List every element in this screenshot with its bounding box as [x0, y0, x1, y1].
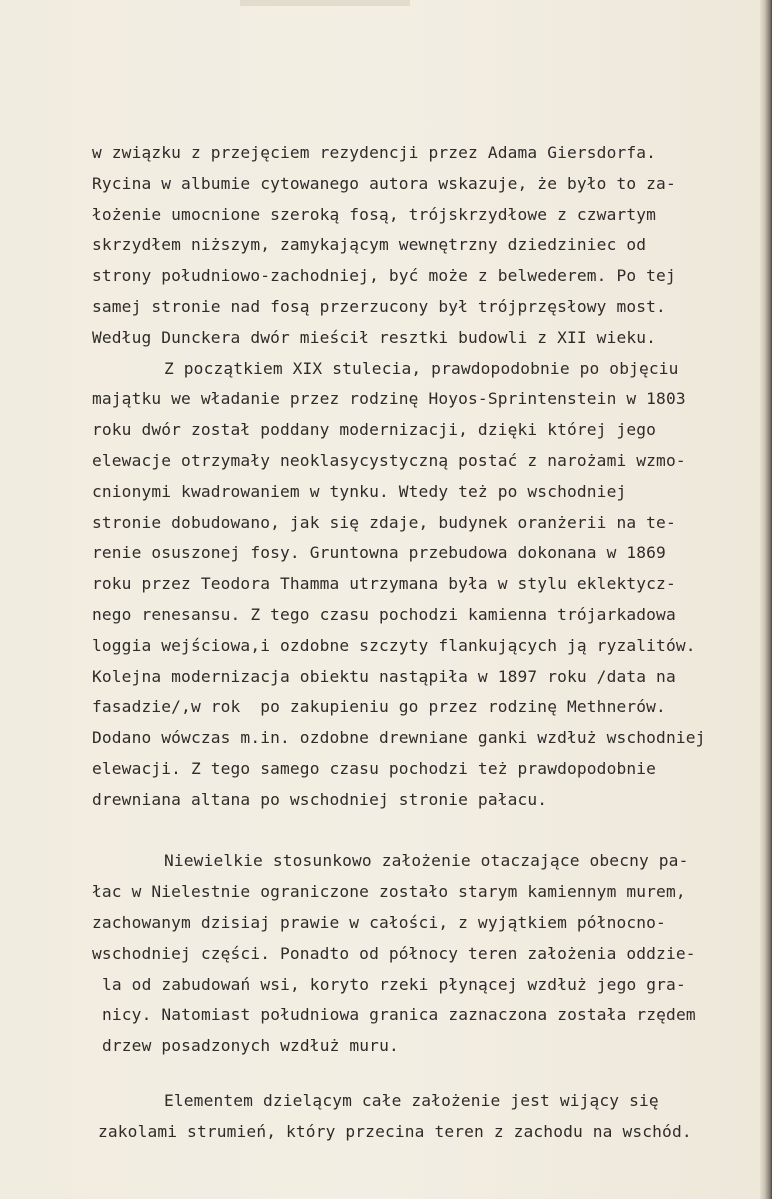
text-line: renie osuszonej fosy. Gruntowna przebudowa dokonana w 1869 — [92, 543, 666, 563]
text-line: fasadzie/,w rok po zakupieniu go przez rodzinę Methnerów. — [92, 697, 666, 717]
text-line: nego renesansu. Z tego czasu pochodzi kamienna trójarkadowa — [92, 604, 676, 624]
text-line: drewniana altana po wschodniej stronie pałacu. — [92, 789, 548, 809]
paragraph-spacer — [92, 816, 712, 847]
text-line: Rycina w albumie cytowanego autora wskazuje, że było to za- — [92, 173, 676, 193]
paragraph-spacer — [92, 1062, 712, 1086]
text-line: łac w Nielestnie ograniczone zostało starym kamiennym murem, — [92, 882, 686, 902]
paragraph-1 — [92, 138, 712, 354]
text-line: majątku we władanie przez rodzinę Hoyos-Sprintenstein w 1803 — [92, 389, 686, 409]
text-line: Niewielkie stosunkowo założenie otaczające obecny pa- — [164, 851, 689, 871]
text-line: Z początkiem XIX stulecia, prawdopodobnie po objęciu — [164, 358, 679, 378]
text-line: zachowanym dzisiaj prawie w całości, z wyjątkiem północno- — [92, 912, 666, 932]
text-line: samej stronie nad fosą przerzucony był trójprzęsłowy most. — [92, 296, 666, 316]
text-line: w związku z przejęciem rezydencji przez Adama Giersdorfa. — [92, 143, 657, 162]
text-line: wschodniej części. Ponadto od północy teren założenia oddzie- — [92, 943, 696, 963]
text-line: strony południowo-zachodniej, być może z belwederem. Po tej — [92, 266, 676, 286]
text-line: Dodano wówczas m.in. ozdobne drewniane ganki wzdłuż wschodniej — [92, 728, 706, 748]
paragraph-3 — [92, 846, 712, 1062]
paragraph-4 — [92, 1086, 712, 1148]
text-line: Elementem dzielącym całe założenie jest wijący się — [164, 1090, 659, 1110]
text-line: nicy. Natomiast południowa granica zaznaczona została rzędem — [102, 1005, 696, 1025]
text-line: roku przez Teodora Thamma utrzymana była w stylu eklektycz- — [92, 574, 676, 594]
text-line: Kolejna modernizacja obiektu nastąpiła w 1897 roku /data na — [92, 666, 676, 686]
text-line: Według Dunckera dwór mieścił resztki budowli z XII wieku. — [92, 327, 657, 347]
document-body — [92, 138, 712, 1148]
text-line: skrzydłem niższym, zamykającym wewnętrzny dziedziniec od — [92, 235, 647, 255]
text-line: loggia wejściowa,i ozdobne szczyty flankujących ją ryzalitów. — [92, 635, 696, 655]
text-line: roku dwór został poddany modernizacji, dzięki której jego — [92, 420, 657, 440]
page-edge-shadow — [760, 0, 772, 1199]
text-line: la od zabudowań wsi, koryto rzeki płynącej wzdłuż jego gra- — [102, 974, 686, 994]
page-top-edge — [240, 0, 410, 6]
text-line: łożenie umocnione szeroką fosą, trójskrzydłowe z czwartym — [92, 204, 657, 224]
text-line: elewacje otrzymały neoklasycystyczną postać z narożami wzmo- — [92, 450, 686, 470]
text-line: cnionymi kwadrowaniem w tynku. Wtedy też po wschodniej — [92, 481, 627, 501]
text-line: elewacji. Z tego samego czasu pochodzi też prawdopodobnie — [92, 758, 657, 778]
text-line: zakolami strumień, który przecina teren z zachodu na wschód. — [98, 1121, 692, 1141]
text-line: stronie dobudowano, jak się zdaje, budynek oranżerii na te- — [92, 512, 676, 532]
paragraph-2 — [92, 354, 712, 816]
text-line: drzew posadzonych wzdłuż muru. — [102, 1036, 399, 1056]
